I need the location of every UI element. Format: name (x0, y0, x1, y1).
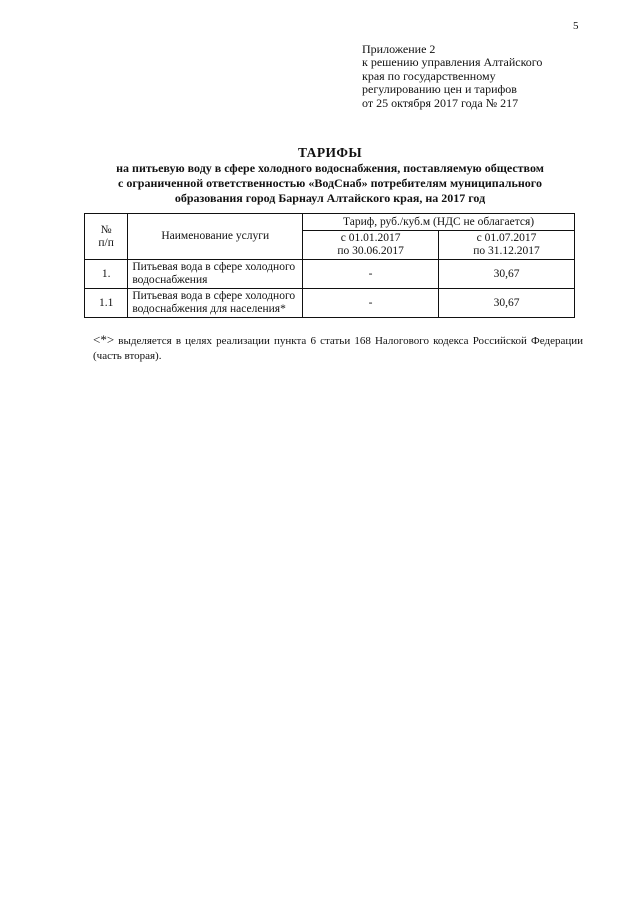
header-number-line: № (100, 223, 112, 236)
service-name-line: водоснабжения (132, 274, 208, 286)
appendix-line: регулированию цен и тарифов (362, 82, 517, 97)
title-line: на питьевую воду в сфере холодного водоснабжения, поставляемую обществом (116, 161, 544, 175)
appendix-line: от 25 октября 2017 года № 217 (362, 95, 519, 110)
title-line: с ограниченной ответственностью «ВодСнаб» потребителям муниципального (118, 176, 542, 190)
tariffs-table (84, 213, 575, 318)
document-title (80, 145, 580, 206)
row-value-period-2: 30,67 (439, 289, 575, 318)
appendix-line: к решению управления Алтайского (362, 55, 543, 70)
appendix-line: Приложение 2 (362, 42, 436, 56)
row-service-name (128, 289, 303, 318)
period-line: с 01.07.2017 (476, 232, 537, 244)
service-name-line: Питьевая вода в сфере холодного (132, 261, 296, 273)
footnote (93, 332, 583, 364)
title-main: ТАРИФЫ (297, 145, 363, 160)
header-tariff: Тариф, руб./куб.м (НДС не облагается) (303, 214, 575, 231)
header-period-2 (439, 231, 575, 260)
table-row (85, 260, 575, 289)
period-line: по 30.06.2017 (337, 245, 404, 257)
appendix-header (362, 43, 612, 110)
period-line: с 01.01.2017 (340, 232, 401, 244)
title-line: образования город Барнаул Алтайского края, на 2017 год (174, 191, 486, 205)
row-number: 1.1 (85, 289, 128, 318)
appendix-line: края по государственному (362, 68, 496, 83)
header-service-name: Наименование услуги (128, 214, 303, 260)
page-number: 5 (573, 20, 579, 32)
row-value-period-1: - (303, 289, 439, 318)
footnote-mark: <*> (93, 332, 115, 347)
row-number: 1. (85, 260, 128, 289)
header-period-1 (303, 231, 439, 260)
footnote-text: выделяется в целях реализации пункта 6 статьи 168 Налогового кодекса Российской Федерации (часть вторая). (93, 335, 583, 362)
table-row (85, 289, 575, 318)
table-header-row (85, 214, 575, 231)
row-value-period-2: 30,67 (439, 260, 575, 289)
header-number (85, 214, 128, 260)
service-name-line: водоснабжения для населения* (132, 303, 286, 315)
period-line: по 31.12.2017 (473, 245, 540, 257)
header-number-line: п/п (98, 236, 114, 249)
service-name-line: Питьевая вода в сфере холодного (132, 290, 296, 302)
row-service-name (128, 260, 303, 289)
row-value-period-1: - (303, 260, 439, 289)
